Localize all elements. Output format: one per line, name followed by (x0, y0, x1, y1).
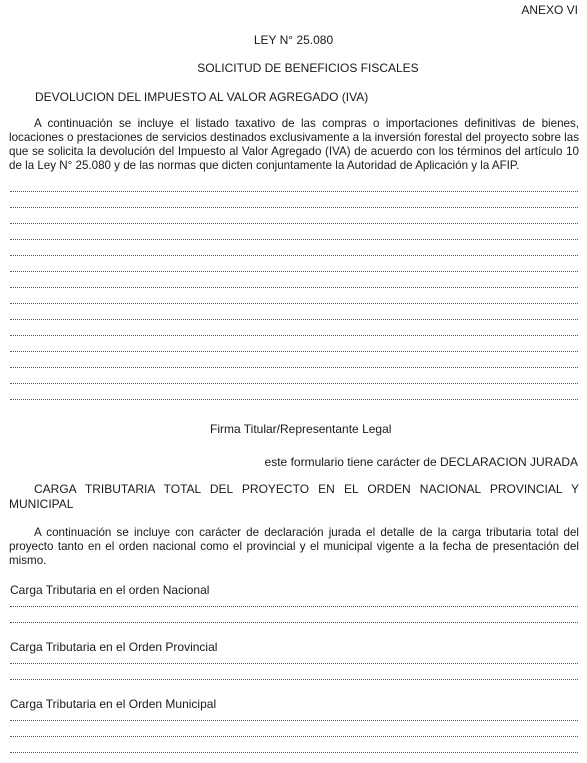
annex-label: ANEXO VI (521, 3, 578, 17)
fill-line (10, 189, 578, 192)
fill-line (10, 301, 578, 304)
fill-line (10, 317, 578, 320)
fill-line (10, 397, 578, 400)
fill-line (10, 205, 578, 208)
fill-line (10, 734, 578, 737)
carga-section-heading: CARGA TRIBUTARIA TOTAL DEL PROYECTO EN EL ORDEN NACIONAL PROVINCIAL Y MUNICIPAL (9, 482, 579, 511)
fill-line (10, 285, 578, 288)
fill-line (10, 381, 578, 384)
sworn-declaration-note: este formulario tiene carácter de DECLARACION JURADA (264, 455, 578, 469)
signature-label: Firma Titular/Representante Legal (210, 422, 392, 436)
carga-paragraph: A continuación se incluye con carácter de declaración jurada el detalle de la carga tributaria total del proyecto tanto en el orden nacional como el provincial y el municipal vigente a la fecha de presentación del mismo. (9, 526, 579, 567)
fill-line (10, 677, 578, 680)
provincial-label: Carga Tributaria en el Orden Provincial (10, 640, 218, 654)
fill-line (10, 365, 578, 368)
fill-line (10, 221, 578, 224)
fill-line (10, 269, 578, 272)
fill-line (10, 750, 578, 753)
fill-line (10, 253, 578, 256)
form-subtitle: SOLICITUD DE BENEFICIOS FISCALES (197, 61, 419, 75)
fill-line (10, 333, 578, 336)
municipal-label: Carga Tributaria en el Orden Municipal (10, 697, 217, 711)
law-title: LEY N° 25.080 (253, 33, 334, 47)
fill-line (10, 237, 578, 240)
iva-section-heading: DEVOLUCION DEL IMPUESTO AL VALOR AGREGADO (IVA) (35, 90, 369, 104)
fill-line (10, 661, 578, 664)
iva-paragraph: A continuación se incluye el listado taxativo de las compras o importaciones definitivas de bienes, locaciones o prestaciones de servicios destinados exclusivamente a la inversión forestal del proyecto sobre las que se solicita la devolución del Impuesto al Valor Agregado (IVA) de acuerdo con los términos del artículo 10 de la Ley N° 25.080 y de las normas que dicten conjuntamente la Autoridad de Aplicación y la AFIP. (9, 117, 579, 172)
fill-line (10, 620, 578, 623)
fill-line (10, 604, 578, 607)
nacional-label: Carga Tributaria en el orden Nacional (10, 583, 210, 597)
fill-line (10, 718, 578, 721)
fill-line (10, 349, 578, 352)
